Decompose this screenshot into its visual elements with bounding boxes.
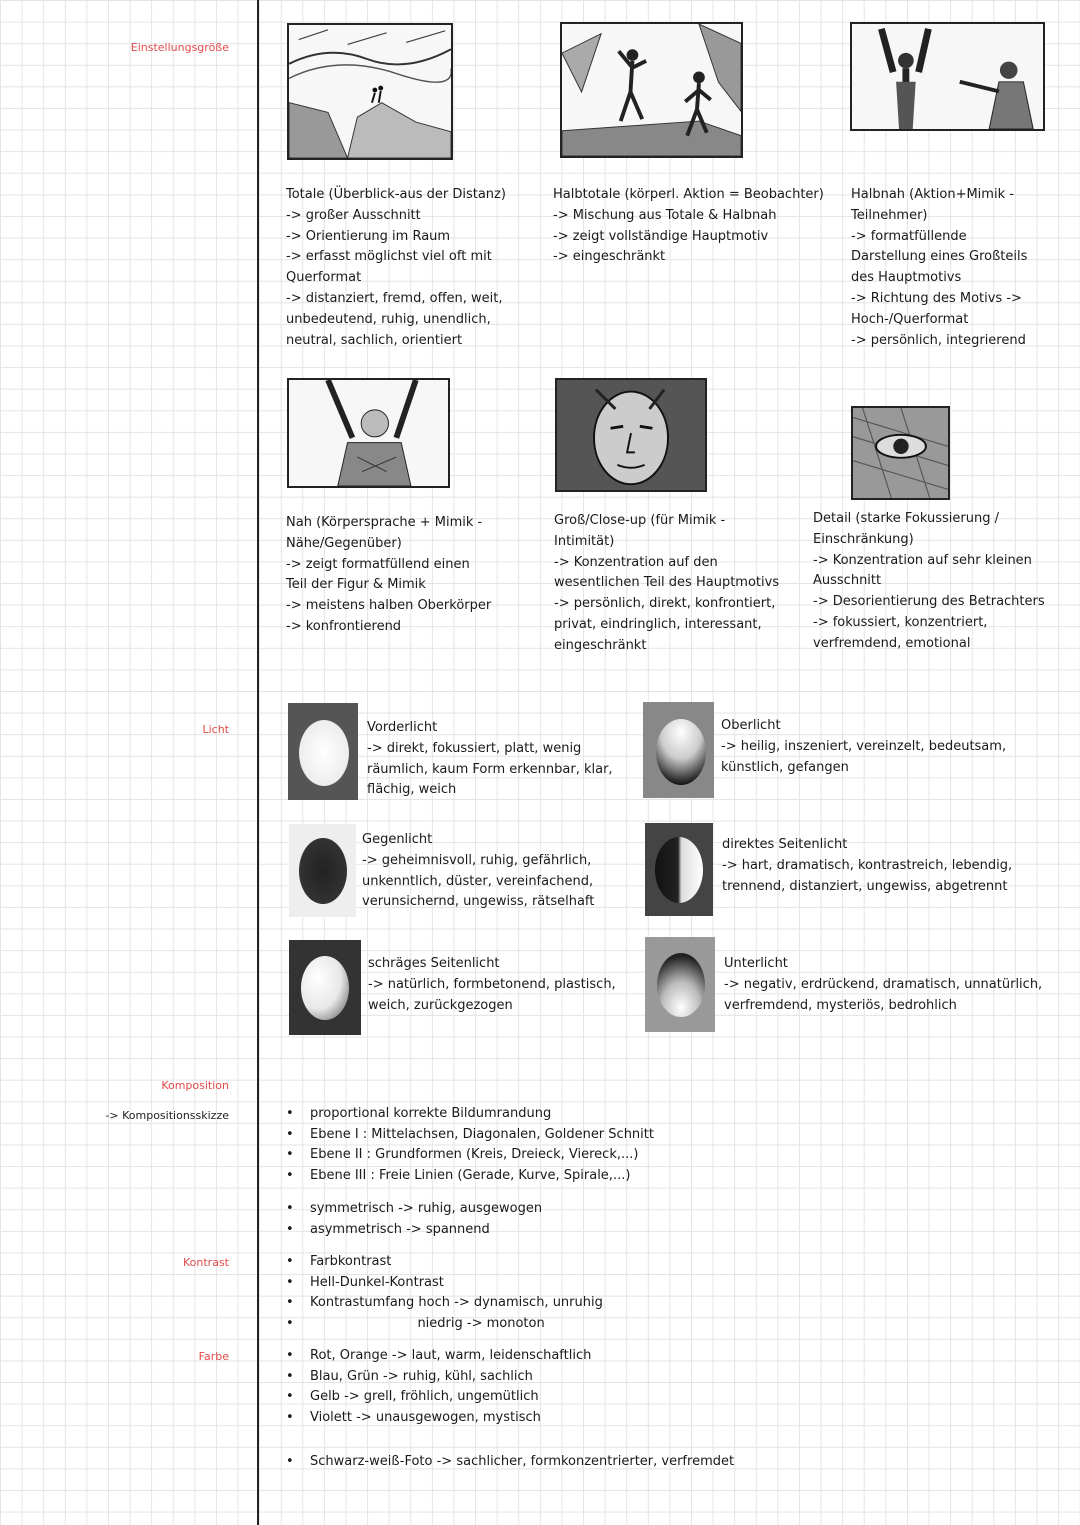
- list-item: • Ebene II : Grundformen (Kreis, Dreieck, Viereck,...): [286, 1145, 654, 1166]
- sketch-nah: [287, 378, 450, 488]
- kontrast-list: [286, 1252, 603, 1334]
- light-unterlicht-text: Unterlicht -> negativ, erdrückend, dramatisch, unnatürlich, verfremdend, mysteriös, bedrohlich: [724, 956, 1043, 1013]
- list-item: • Ebene III : Freie Linien (Gerade, Kurve, Spirale,...): [286, 1166, 654, 1187]
- list-item: • proportional korrekte Bildumrandung: [286, 1104, 654, 1125]
- margin-line: [257, 0, 259, 1525]
- list-item: • Hell-Dunkel-Kontrast: [286, 1273, 603, 1294]
- list-item: • Ebene I : Mittelachsen, Diagonalen, Goldener Schnitt: [286, 1125, 654, 1146]
- label-licht: Licht: [202, 723, 229, 736]
- label-komposition: Komposition: [161, 1079, 229, 1092]
- farbe-list-2: [286, 1452, 734, 1473]
- label-kontrast: Kontrast: [183, 1256, 229, 1269]
- egg-oberlicht: [643, 702, 714, 798]
- list-item: • asymmetrisch -> spannend: [286, 1220, 542, 1241]
- sketch-totale: [287, 23, 453, 160]
- light-direktes-seitenlicht-text: direktes Seitenlicht -> hart, dramatisch, kontrastreich, lebendig, trennend, distanziert, ungewiss, abgetrennt: [722, 837, 1013, 894]
- list-item: • Kontrastumfang hoch -> dynamisch, unruhig: [286, 1293, 603, 1314]
- light-gegenlicht-text: Gegenlicht -> geheimnisvoll, ruhig, gefährlich, unkenntlich, düster, vereinfachend, verunsichernd, ungewiss, rätselhaft: [362, 832, 595, 910]
- light-schraeges-seitenlicht-text: schräges Seitenlicht -> natürlich, formbetonend, plastisch, weich, zurückgezogen: [368, 956, 616, 1013]
- shot-totale-text: Totale (Überblick-aus der Distanz) -> großer Ausschnitt -> Orientierung im Raum -> erfasst möglichst viel oft mit Querformat -> distanziert, fremd, offen, weit, unbedeutend, ruhig, unendlich, neutral, sachlich, orientiert: [286, 187, 506, 348]
- sketch-halbnah: [850, 22, 1045, 131]
- egg-gegenlicht: [289, 824, 356, 917]
- list-item: • Blau, Grün -> ruhig, kühl, sachlich: [286, 1367, 591, 1388]
- list-item: • niedrig -> monoton: [286, 1314, 603, 1335]
- egg-unterlicht: [645, 937, 715, 1032]
- sketch-gross: [555, 378, 707, 492]
- label-einstellungsgroesse: Einstellungsgröße: [130, 41, 229, 54]
- list-item: • Schwarz-weiß-Foto -> sachlicher, formkonzentrierter, verfremdet: [286, 1452, 734, 1473]
- list-item: • Rot, Orange -> laut, warm, leidenschaftlich: [286, 1346, 591, 1367]
- list-item: • symmetrisch -> ruhig, ausgewogen: [286, 1199, 542, 1220]
- list-item: • Violett -> unausgewogen, mystisch: [286, 1408, 591, 1429]
- egg-schraeges-seitenlicht: [289, 940, 361, 1035]
- egg-direktes-seitenlicht: [645, 823, 713, 916]
- egg-vorderlicht: [288, 703, 358, 800]
- shot-halbtotale-text: Halbtotale (körperl. Aktion = Beobachter) -> Mischung aus Totale & Halbnah -> zeigt vollständige Hauptmotiv -> eingeschränkt: [553, 187, 824, 265]
- shot-detail-text: Detail (starke Fokussierung / Einschränkung) -> Konzentration auf sehr kleinen Ausschnitt -> Desorientierung des Betrachters -> fokussiert, konzentriert, verfremdend, emotional: [813, 511, 1045, 651]
- komposition-list-2: [286, 1199, 542, 1240]
- light-oberlicht-text: Oberlicht -> heilig, inszeniert, vereinzelt, bedeutsam, künstlich, gefangen: [721, 718, 1007, 775]
- list-item: • Gelb -> grell, fröhlich, ungemütlich: [286, 1387, 591, 1408]
- farbe-list-1: [286, 1346, 591, 1428]
- label-kompositionsskizze: -> Kompositionsskizze: [105, 1109, 229, 1122]
- light-vorderlicht-text: Vorderlicht -> direkt, fokussiert, platt, wenig räumlich, kaum Form erkennbar, klar, flächig, weich: [367, 720, 613, 798]
- shot-nah-text: Nah (Körpersprache + Mimik - Nähe/Gegenüber) -> zeigt formatfüllend einen Teil der Figur & Mimik -> meistens halben Oberkörper -> konfrontierend: [286, 515, 492, 634]
- sketch-detail: [851, 406, 950, 500]
- sketch-halbtotale: [560, 22, 743, 158]
- shot-gross-text: Groß/Close-up (für Mimik - Intimität) -> Konzentration auf den wesentlichen Teil des Hauptmotivs -> persönlich, direkt, konfrontiert, privat, eindringlich, interessant, eingeschränkt: [554, 513, 780, 653]
- list-item: • Farbkontrast: [286, 1252, 603, 1273]
- komposition-list-1: [286, 1104, 654, 1186]
- label-farbe: Farbe: [198, 1350, 229, 1363]
- shot-halbnah-text: Halbnah (Aktion+Mimik - Teilnehmer) -> formatfüllende Darstellung eines Großteils des Hauptmotivs -> Richtung des Motivs -> Hoch-/Querformat -> persönlich, integrierend: [851, 187, 1028, 348]
